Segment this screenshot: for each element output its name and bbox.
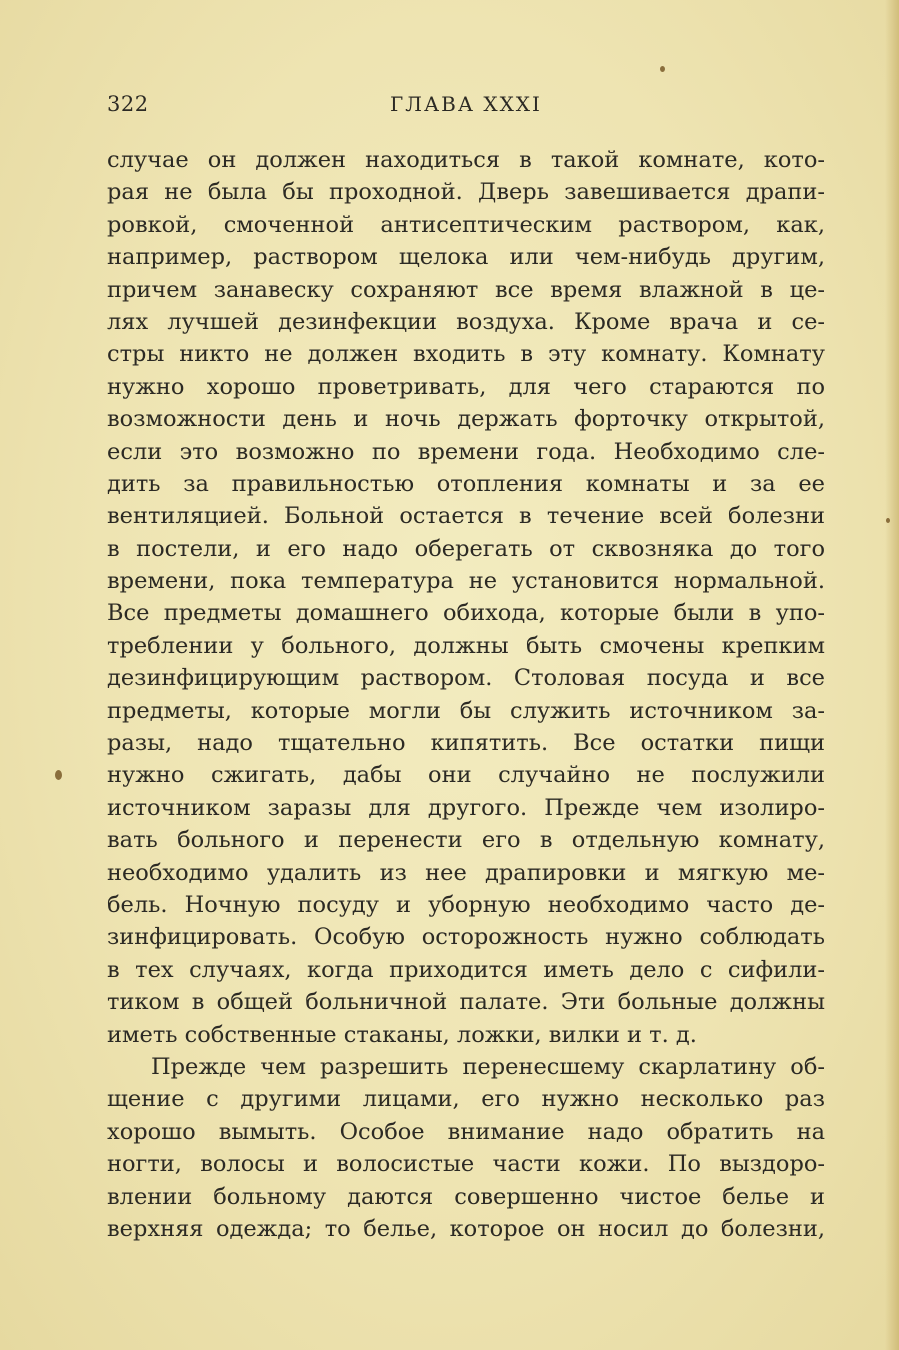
text-line: случае он должен находиться в такой комнате, кото- [107,147,825,173]
text-line: стры никто не должен входить в эту комнату. Комнату [107,341,825,368]
text-line: ровкой, смоченной антисептическим раствором, как, [107,211,825,238]
text-line: щение с другими лицами, его нужно несколько раз [107,1086,825,1113]
ink-speck [660,66,665,72]
paragraph [107,1051,825,1245]
text-line: причем занавеску сохраняют все время влажной в це- [107,276,825,303]
text-line: верхняя одежда; то белье, которое он носил до болезни, [107,1215,825,1242]
text-line: например, раствором щелока или чем-нибудь другим, [107,244,825,271]
text-line: Прежде чем разрешить перенесшему скарлатину об- [151,1053,825,1080]
body-text [107,144,825,1245]
page-number: 322 [107,92,149,116]
text-line: вать больного и перенести его в отдельную комнату, [107,827,825,854]
text-line: в постели, и его надо оберегать от сквозняка до того [107,535,825,562]
text-line: дить за правильностью отопления комнаты и за ее [107,470,825,497]
text-line: времени, пока температура не установится нормальной. [107,568,825,595]
text-line: тиком в общей больничной палате. Эти больные должны [107,989,825,1016]
text-line: вентиляцией. Больной остается в течение всей болезни [107,503,825,530]
text-line: рая не была бы проходной. Дверь завешивается драпи- [107,179,825,206]
text-line: хорошо вымыть. Особое внимание надо обратить на [107,1118,825,1145]
text-line: возможности день и ночь держать форточку открытой, [107,406,825,433]
ink-speck [886,518,890,523]
chapter-title: ГЛАВА XXXI [390,92,542,116]
text-line: разы, надо тщательно кипятить. Все остатки пищи [107,730,825,757]
text-line: иметь собственные стаканы, ложки, вилки и т. д. [107,1021,697,1048]
text-line: необходимо удалить из нее драпировки и мягкую ме- [107,859,825,886]
text-line: ногти, волосы и волосистые части кожи. По выздоро- [107,1151,825,1178]
running-head [107,88,825,122]
text-line: в тех случаях, когда приходится иметь дело с сифили- [107,956,825,983]
text-line: влении больному даются совершенно чистое белье и [107,1183,825,1210]
text-line: дезинфицирующим раствором. Столовая посуда и все [107,665,825,692]
page-edge-shadow [885,0,899,1350]
ink-speck [55,770,62,780]
paragraph [107,144,825,1051]
text-line: если это возможно по времени года. Необходимо сле- [107,438,825,465]
text-line: Все предметы домашнего обихода, которые были в упо- [107,600,825,627]
text-line: источником заразы для другого. Прежде чем изолиро- [107,794,825,821]
text-line: нужно хорошо проветривать, для чего стараются по [107,373,825,400]
text-line: нужно сжигать, дабы они случайно не послужили [107,762,825,789]
text-line: бель. Ночную посуду и уборную необходимо часто де- [107,891,825,918]
text-line: зинфицировать. Особую осторожность нужно соблюдать [107,924,825,951]
text-line: предметы, которые могли бы служить источником за- [107,697,825,724]
text-line: лях лучшей дезинфекции воздуха. Кроме врача и се- [107,308,825,335]
text-line: треблении у больного, должны быть смочены крепким [107,632,825,659]
